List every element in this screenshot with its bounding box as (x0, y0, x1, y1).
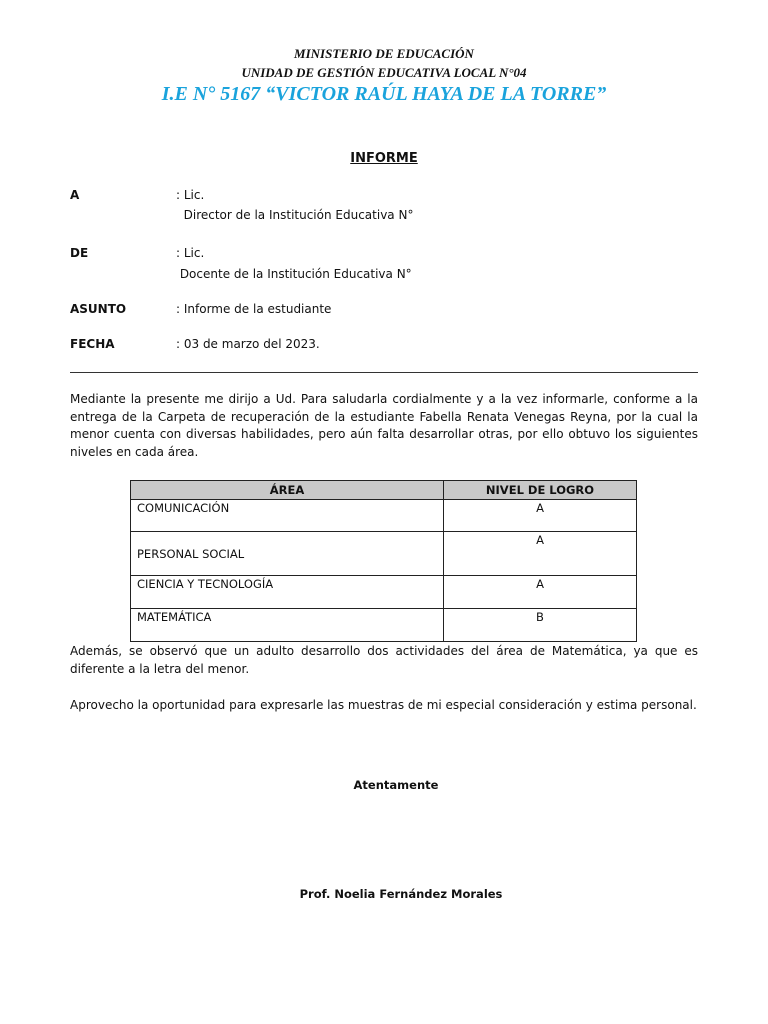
ugel-heading: UNIDAD DE GESTIÓN EDUCATIVA LOCAL N°04 (241, 65, 527, 80)
date-value: : 03 de marzo del 2023. (176, 337, 320, 351)
document-title: INFORME (350, 151, 418, 166)
date-label: FECHA (70, 337, 115, 351)
observation-paragraph: Además, se observó que un adulto desarrollo dos actividades del área de Matemática, ya que es diferente a la letra del menor. (70, 644, 698, 676)
farewell-paragraph: Aprovecho la oportunidad para expresarle las muestras de mi especial consideración y estima personal. (70, 698, 697, 712)
signature: Prof. Noelia Fernández Morales (299, 887, 503, 901)
table-row (131, 500, 637, 532)
to-position: Director de la Institución Educativa N° (176, 208, 414, 222)
subject-value: : Informe de la estudiante (176, 302, 332, 316)
from-label: DE (70, 246, 89, 260)
from-value: : Lic. (176, 246, 205, 260)
to-value: : Lic. (176, 188, 205, 202)
school-name: I.E N° 5167 “VICTOR RAÚL HAYA DE LA TORRE” (161, 83, 607, 105)
area-cell: MATEMÁTICA (131, 609, 444, 642)
table-row (131, 576, 637, 609)
ministry-heading: MINISTERIO DE EDUCACIÓN (294, 46, 474, 61)
area-cell: PERSONAL SOCIAL (131, 532, 444, 576)
level-cell: A (444, 532, 637, 576)
table-header-row (131, 481, 637, 500)
to-label: A (70, 188, 80, 202)
achievement-table (130, 480, 637, 642)
level-column-header: NIVEL DE LOGRO (444, 481, 637, 500)
table-row (131, 609, 637, 642)
salutation: Atentamente (353, 778, 439, 792)
area-cell: COMUNICACIÓN (131, 500, 444, 532)
intro-paragraph: Mediante la presente me dirijo a Ud. Para saludarla cordialmente y a la vez informarle, conforme a la entrega de la Carpeta de recuperación de la estudiante Fabella Renata Venegas Reyna, por la cual la menor cuenta con diversas habilidades, pero aún falta desarrollar otras, por ello obtuvo los siguientes niveles en cada área. (70, 392, 698, 459)
area-column-header: ÁREA (131, 481, 444, 500)
level-cell: B (444, 609, 637, 642)
from-position: Docente de la Institución Educativa N° (176, 267, 412, 281)
subject-label: ASUNTO (70, 302, 127, 316)
table-row (131, 532, 637, 576)
area-cell: CIENCIA Y TECNOLOGÍA (131, 576, 444, 609)
level-cell: A (444, 576, 637, 609)
level-cell: A (444, 500, 637, 532)
separator-line (70, 372, 698, 373)
